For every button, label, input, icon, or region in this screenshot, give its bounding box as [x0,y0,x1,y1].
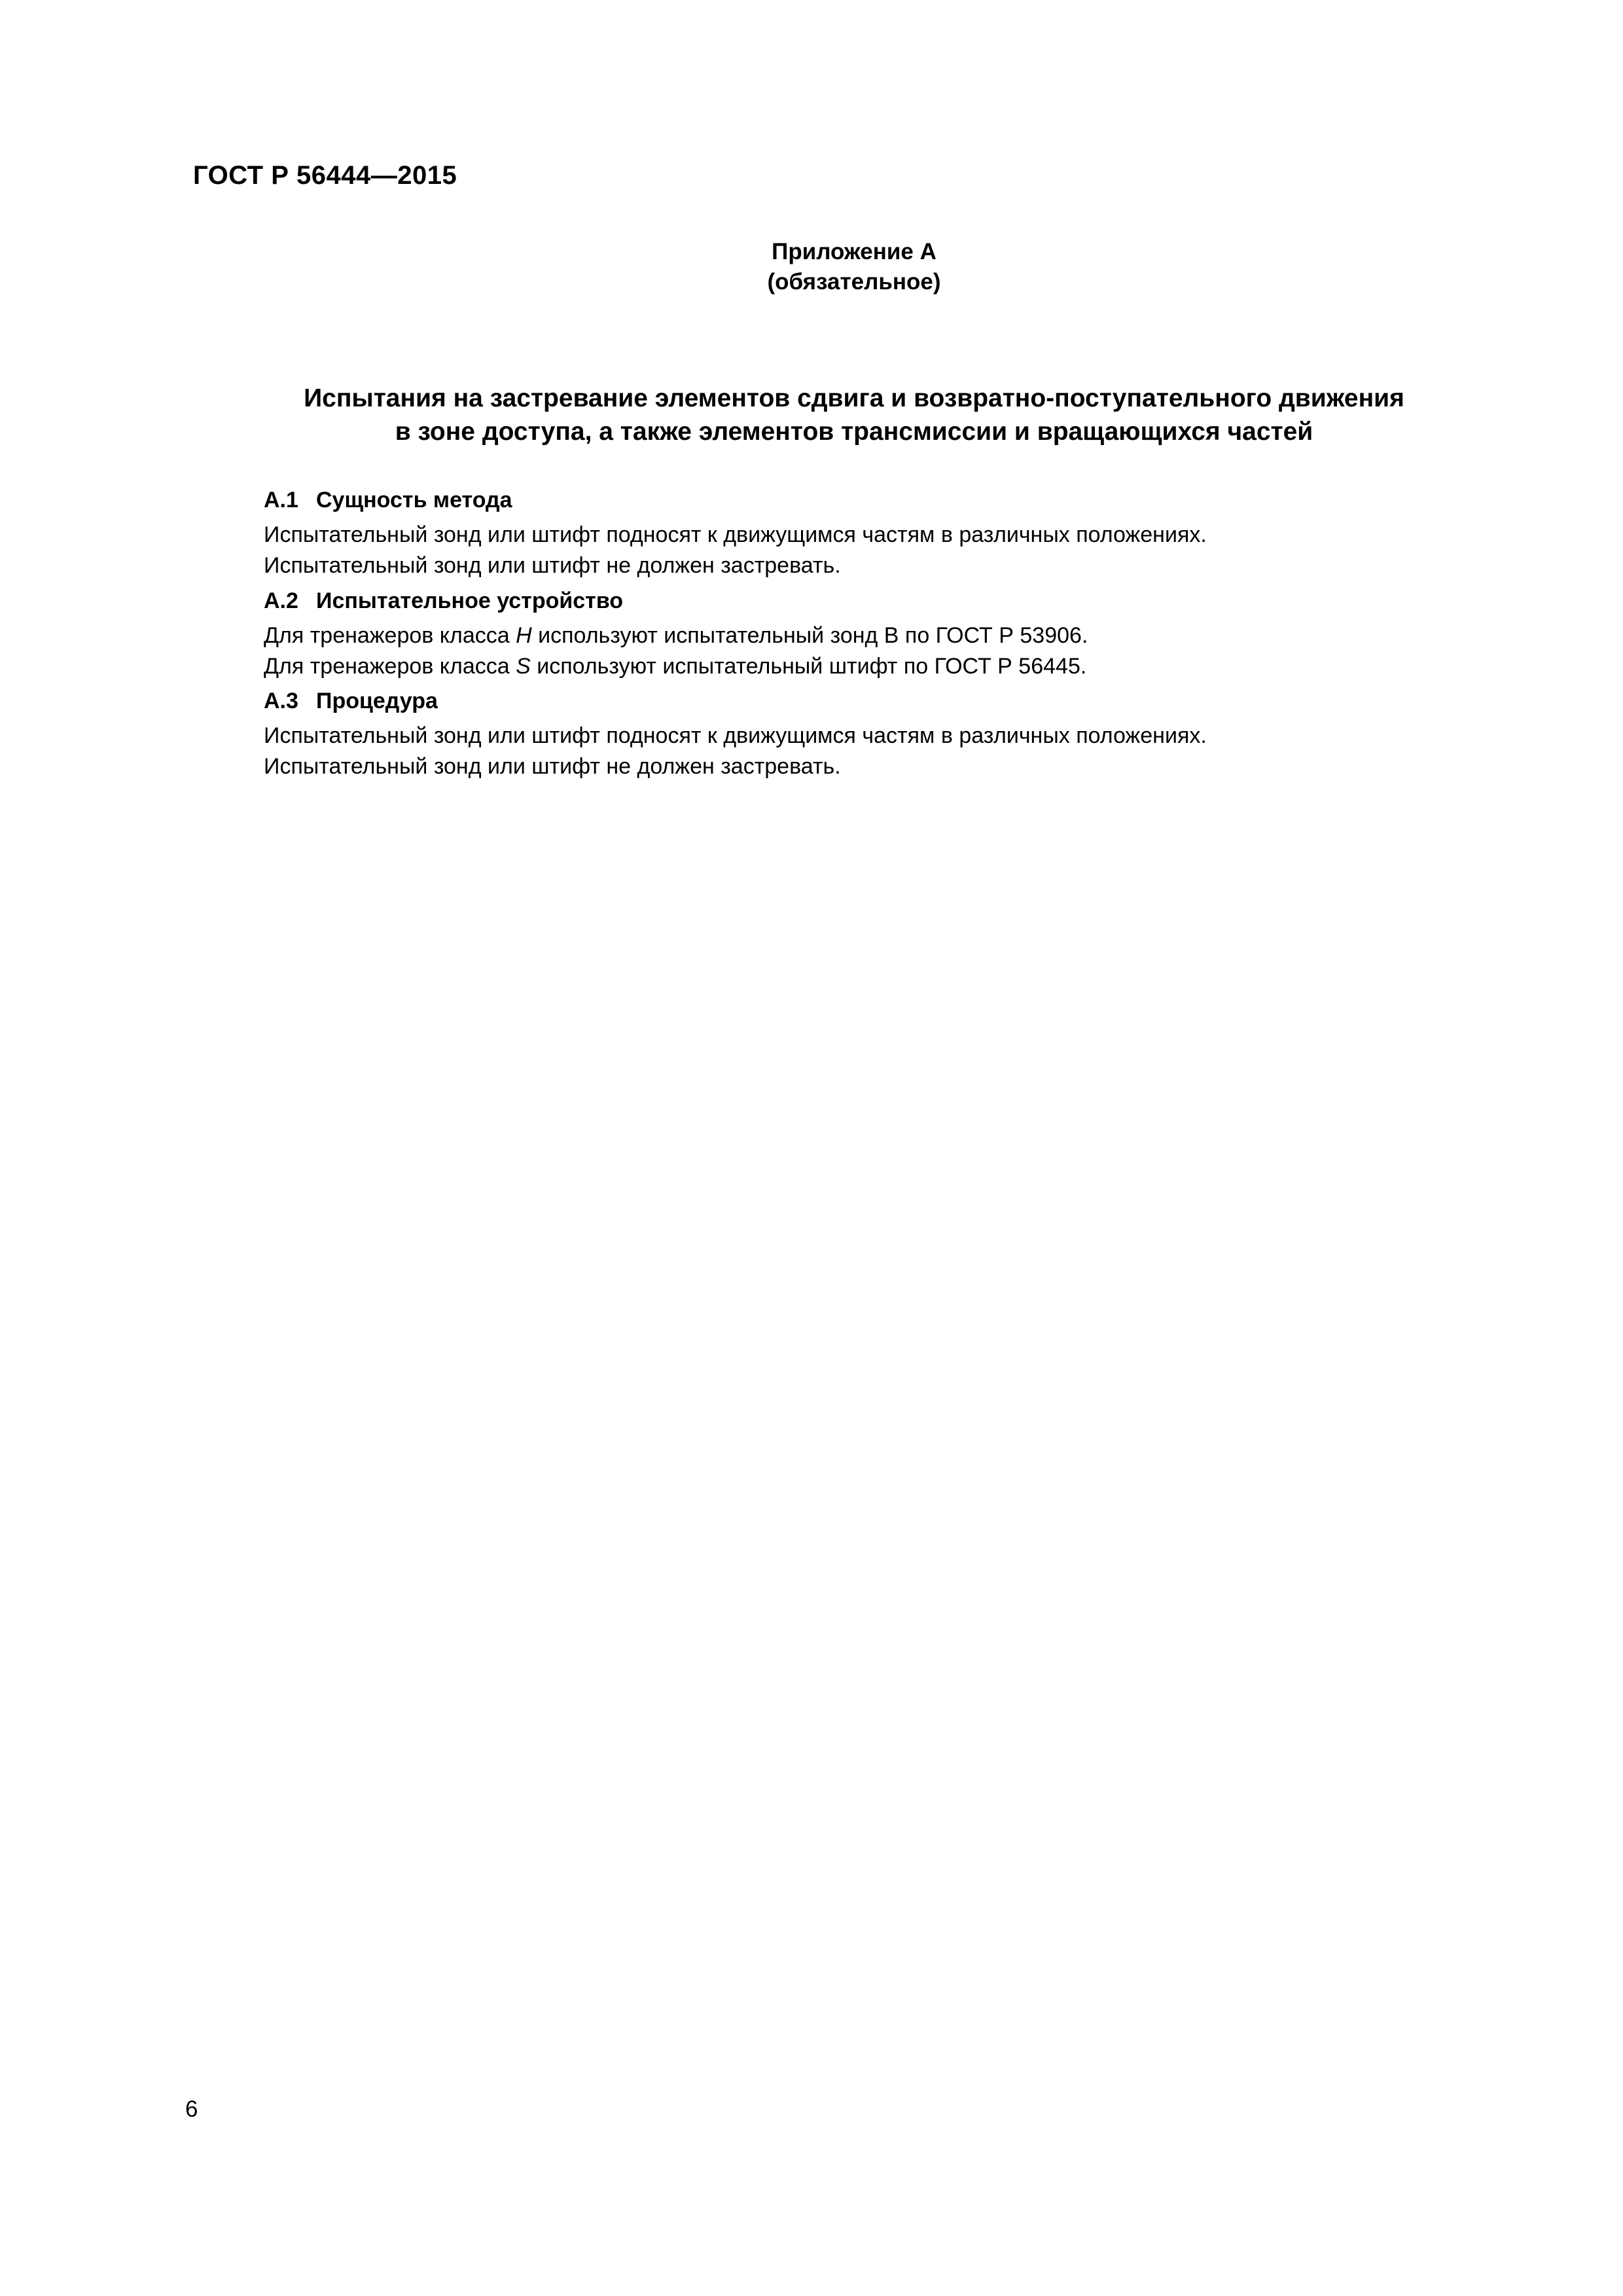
paragraph-line [264,620,1088,651]
text-run: Для тренажеров класса [264,654,516,679]
paragraph-line: Испытательный зонд или штифт не должен застревать. [264,754,841,779]
section-title: Процедура [316,689,438,713]
section-heading [264,485,1207,516]
section-number: А.2 [264,588,298,613]
section-number: А.1 [264,488,298,512]
appendix-status: (обязательное) [767,269,941,295]
document-code-header: ГОСТ Р 56444—2015 [193,161,457,190]
section-heading [264,586,1088,617]
appendix-label: Приложение А [772,239,936,264]
section-number: А.3 [264,689,298,713]
appendix-title-line-1: Испытания на застревание элементов сдвига и возвратно-поступательного движения [304,384,1404,412]
class-symbol: H [516,623,532,648]
text-run: используют испытательный зонд В по ГОСТ Р 53906. [531,623,1088,648]
page-number: 6 [185,2096,198,2122]
paragraph-line [264,651,1088,682]
text-run: используют испытательный штифт по ГОСТ Р 56445. [530,654,1087,679]
section-title: Сущность метода [316,488,512,512]
text-run: Для тренажеров класса [264,623,516,648]
class-symbol: S [516,654,531,679]
paragraph-line: Испытательный зонд или штифт не должен застревать. [264,553,841,578]
appendix-title-line-2: в зоне доступа, а также элементов трансмиссии и вращающихся частей [395,418,1313,446]
section-a2 [264,586,1088,682]
appendix-heading [0,237,1623,297]
section-heading [264,686,1207,717]
appendix-title [0,382,1623,448]
paragraph-line: Испытательный зонд или штифт подносят к движущимся частям в различных положениях. [264,522,1207,547]
section-a1 [264,485,1207,581]
section-title: Испытательное устройство [316,588,624,613]
paragraph-line: Испытательный зонд или штифт подносят к движущимся частям в различных положениях. [264,723,1207,748]
section-a3 [264,686,1207,782]
